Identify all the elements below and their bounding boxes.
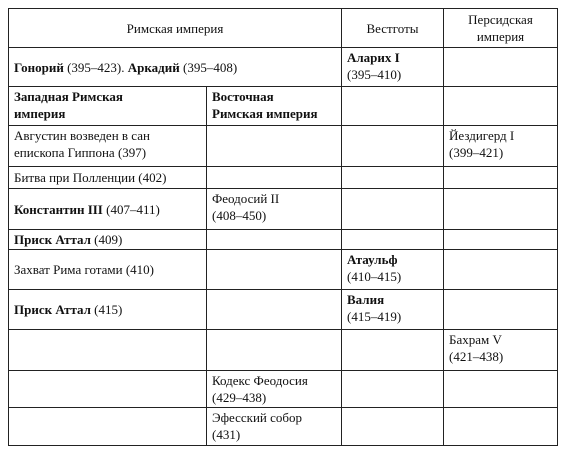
- header-visigoths: Вестготы: [342, 9, 444, 48]
- cell-east: [207, 250, 342, 290]
- cell-persia: [444, 48, 558, 87]
- cell-persia: [444, 230, 558, 250]
- table-row: [9, 48, 558, 87]
- subheader-eastern-empire: Восточная Римская империя: [207, 87, 342, 126]
- cell-visigoths: [342, 408, 444, 446]
- cell-visigoths: [342, 126, 444, 167]
- cell-west: Приск Аттал (415): [9, 290, 207, 330]
- cell-east: [207, 330, 342, 371]
- chronology-table: [8, 8, 558, 446]
- cell-roman-emperors: Гонорий (395–423). Аркадий (395–408): [9, 48, 342, 87]
- cell-visigoths: Атаульф (410–415): [342, 250, 444, 290]
- cell-visigoths: [342, 371, 444, 408]
- cell-west: Константин III (407–411): [9, 189, 207, 230]
- table-row: [9, 126, 558, 167]
- cell-east: Кодекс Феодосия (429–438): [207, 371, 342, 408]
- cell-east: [207, 126, 342, 167]
- cell-west: Захват Рима готами (410): [9, 250, 207, 290]
- cell-visigoths: [342, 87, 444, 126]
- cell-west: Августин возведен в сан епископа Гиппона (397): [9, 126, 207, 167]
- table-row: [9, 330, 558, 371]
- table-subheader-row: [9, 87, 558, 126]
- cell-east: [207, 167, 342, 189]
- table-header-row: [9, 9, 558, 48]
- table-row: [9, 189, 558, 230]
- cell-persia: [444, 290, 558, 330]
- table-row: [9, 290, 558, 330]
- cell-west: [9, 371, 207, 408]
- cell-persia: [444, 167, 558, 189]
- cell-visigoths: [342, 330, 444, 371]
- subheader-western-empire: Западная Римская империя: [9, 87, 207, 126]
- cell-west: Приск Аттал (409): [9, 230, 207, 250]
- cell-persia: [444, 250, 558, 290]
- cell-persia: [444, 408, 558, 446]
- table-row: [9, 250, 558, 290]
- table-row: [9, 408, 558, 446]
- chronology-document: [8, 8, 557, 445]
- cell-persia: Бахрам V (421–438): [444, 330, 558, 371]
- cell-west: [9, 408, 207, 446]
- header-persian-empire: Персидская империя: [444, 9, 558, 48]
- table-row: [9, 371, 558, 408]
- cell-persia: [444, 189, 558, 230]
- cell-persia: [444, 371, 558, 408]
- cell-east: Феодосий II (408–450): [207, 189, 342, 230]
- cell-persia: Йездигерд I (399–421): [444, 126, 558, 167]
- header-roman-empire: Римская империя: [9, 9, 342, 48]
- cell-east: [207, 230, 342, 250]
- cell-visigoths: Валия (415–419): [342, 290, 444, 330]
- cell-west: Битва при Полленции (402): [9, 167, 207, 189]
- cell-visigoths: [342, 167, 444, 189]
- table-row: [9, 230, 558, 250]
- cell-visigoths: [342, 230, 444, 250]
- table-row: [9, 167, 558, 189]
- cell-visigoth-ruler: Аларих I (395–410): [342, 48, 444, 87]
- cell-visigoths: [342, 189, 444, 230]
- cell-persia: [444, 87, 558, 126]
- cell-west: [9, 330, 207, 371]
- cell-east: [207, 290, 342, 330]
- cell-east: Эфесский собор (431): [207, 408, 342, 446]
